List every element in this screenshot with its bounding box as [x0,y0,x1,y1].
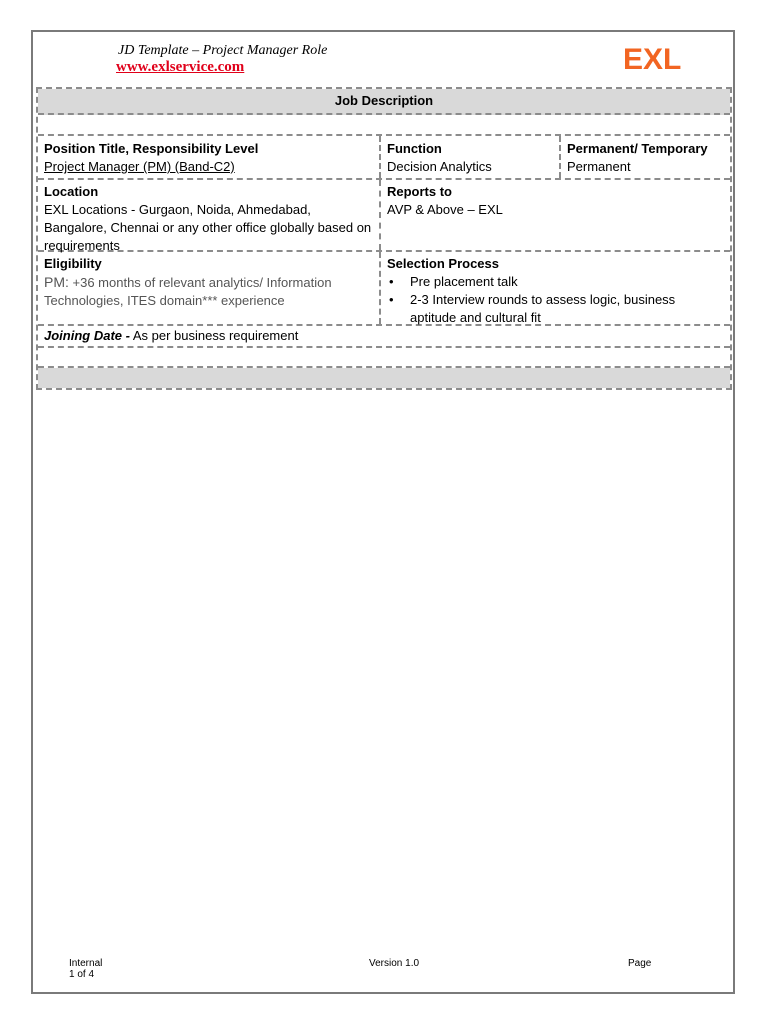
joining-value: As per business requirement [132,328,299,343]
job-description-table [36,87,732,390]
selection-list [387,273,724,327]
eligibility-row [38,252,730,326]
empty-row [38,348,730,368]
selection-item: • 2-3 Interview rounds to assess logic, business aptitude and cultural fit [387,291,724,327]
exl-logo [622,42,692,74]
eligibility-cell [38,252,379,324]
tenure-label: Permanent/ Temporary [567,141,708,156]
footer-page-count: 1 of 4 [69,969,95,980]
selection-label: Selection Process [387,256,499,271]
eligibility-prefix: PM: [44,274,69,290]
table-heading: Job Description [334,93,434,108]
joining-row [38,326,730,348]
reports-to-cell [379,180,730,250]
footer-classification: Internal [69,958,103,969]
exl-logo-text: EXL [623,43,682,74]
footer-version: Version 1.0 [369,958,420,969]
tenure-cell [559,136,730,178]
location-cell [38,180,379,253]
table-heading-row [38,89,730,115]
selection-item: • Pre placement talk [387,273,724,291]
position-cell [38,136,379,178]
footer-page-label: Page [628,958,652,969]
position-value: Project Manager (PM) (Band-C2) [44,159,235,174]
spacer-row [38,115,730,136]
position-row [38,136,730,180]
eligibility-label: Eligibility [44,256,102,271]
function-cell [379,136,559,178]
eligibility-value [44,273,373,310]
function-label: Function [387,141,442,156]
eligibility-text: +36 months of relevant analytics/ Information Technologies, ITES domain*** experience [44,275,332,308]
selection-cell [379,252,730,324]
footer-band-row [38,368,730,388]
reports-to-value: AVP & Above – EXL [387,202,503,217]
joining-cell [38,326,730,346]
tenure-value: Permanent [567,159,631,174]
location-row [38,180,730,252]
location-label: Location [44,184,99,199]
position-label: Position Title, Responsibility Level [44,141,259,156]
website-link[interactable]: www.exlservice.com [116,59,245,75]
function-value: Decision Analytics [387,159,492,174]
document-title: JD Template – Project Manager Role [118,43,328,58]
joining-label: Joining Date - [44,328,130,343]
reports-to-label: Reports to [387,184,452,199]
location-value: EXL Locations - Gurgaon, Noida, Ahmedabad, Bangalore, Chennai or any other office globally based on requirements [44,202,372,253]
